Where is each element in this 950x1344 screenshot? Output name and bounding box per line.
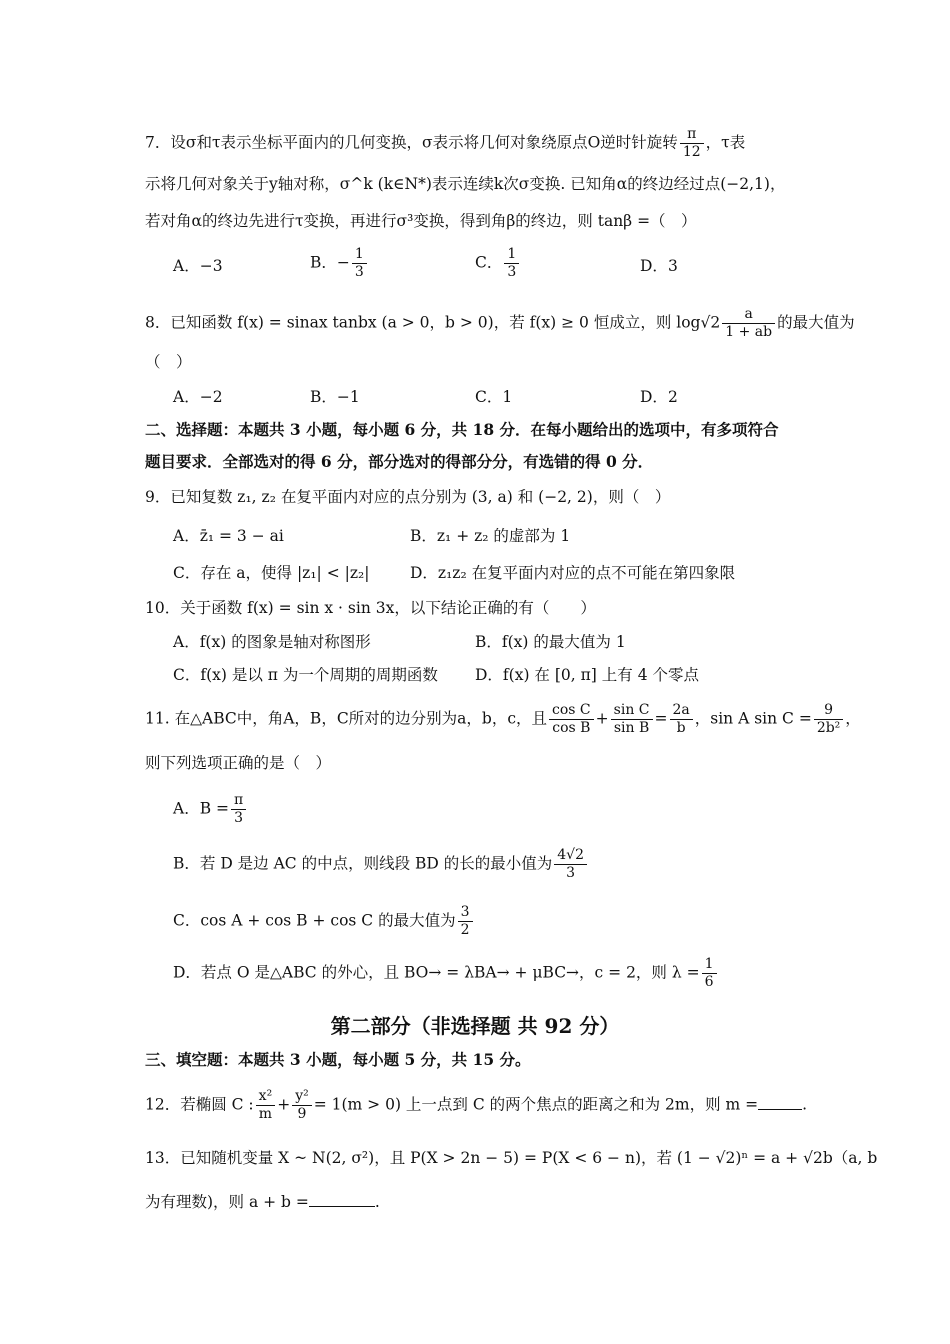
q9-option-c: C．存在 a，使得 |z₁| < |z₂| [173,564,370,582]
q8-line1 [145,306,855,341]
q9-option-b: B．z₁ + z₂ 的虚部为 1 [410,527,571,545]
q10-option-d: D．f(x) 在 [0, π] 上有 4 个零点 [475,666,699,684]
q8-line1-text: 8．已知函数 f(x) = sinax tanbx (a > 0，b > 0)，若 f(x) ≥ 0 恒成立，则 log√2 [145,313,721,332]
q11-option-d: D．若点 O 是△ABC 的外心，且 BO→ = λBA→ + μBC→，c = 2，则 λ = $\frac{1}{6}$ [173,956,719,991]
q13-line1: 13．已知随机变量 X ~ N(2, σ²)，且 P(X > 2n − 5) = P(X < 6 − n)，若 (1 − √2)ⁿ = a + √2b（a, b [145,1149,878,1167]
q8-line1-end: 的最大值为 [777,313,855,332]
q11-line2: 则下列选项正确的是（ ） [145,754,332,772]
q8-option-d: D．2 [640,388,678,406]
q7-line1 [145,126,745,161]
q11-stem: 11. 在△ABC中，角A，B，C所对的边分别为a，b，c，且 $\frac{\text{cos C}}{\text{cos B}}$ + $\frac{\text{sin C}}{\text{sin B}}$ = $\frac{2a}{b}$ ，sin A sin C = $\frac{9}{\text{2b²}}$ ， [145,702,861,736]
q7-line1-end: ，τ表 [705,133,746,152]
q9-option-d: D．z₁z₂ 在复平面内对应的点不可能在第四象限 [410,564,736,582]
q7-option-a: A．−3 [173,257,223,275]
q13-blank[interactable] [309,1206,375,1207]
q7-option-c: C． $\frac{1}{3}$ [475,246,521,281]
q8-option-a: A．−2 [173,388,223,406]
q8-fraction: $\frac{a}{1 + ab}$ [722,306,775,341]
q10-option-b: B．f(x) 的最大值为 1 [475,633,626,651]
q11-option-c: C．cos A + cos B + cos C 的最大值为 $\frac{3}{2}$ [173,904,475,939]
q9-stem: 9．已知复数 z₁, z₂ 在复平面内对应的点分别为 (3, a) 和 (−2, 2)，则（ ） [145,488,671,506]
section3-heading: 三、填空题：本题共 3 小题，每小题 5 分，共 15 分。 [145,1050,531,1069]
section2-line1: 二、选择题：本题共 3 小题，每小题 6 分，共 18 分．在每小题给出的选项中，有多项符合 [145,420,779,439]
q7-fraction [680,126,704,161]
q7-option-b: B．− $\frac{1}{3}$ [310,246,369,281]
q7-option-d: D．3 [640,257,678,275]
part2-heading: 第二部分（非选择题 共 92 分） [330,1014,620,1038]
q11-option-a: A．B = $\frac{\pi}{3}$ [173,792,248,827]
frac-num: π [680,126,704,144]
section2-line2: 题目要求．全部选对的得 6 分，部分选对的得部分分，有选错的得 0 分． [145,452,654,471]
q7-line3: 若对角α的终边先进行τ变换，再进行σ³变换，得到角β的终边，则 tanβ =（ ） [145,212,697,230]
q13-line2: 为有理数)，则 a + b = . [145,1193,380,1211]
q10-option-a: A．f(x) 的图象是轴对称图形 [173,633,371,651]
q7-line2: 示将几何对象关于y轴对称，σ^k (k∈N*)表示连续k次σ变换. 已知角α的终边经过点(−2,1)， [145,175,786,193]
q8-option-c: C．1 [475,388,513,406]
q11-option-b: B．若 D 是边 AC 的中点，则线段 BD 的长的最小值为 $\frac{4√2}{3}$ [173,847,589,882]
q12-blank[interactable] [758,1109,802,1110]
q12-line: 12．若椭圆 C : $\frac{\text{x²}}{m}$ + $\frac{\text{y²}}{9}$ = 1(m > 0) 上一点到 C 的两个焦点的距离之和为 2m，则 m = . [145,1088,808,1122]
q8-option-b: B．−1 [310,388,360,406]
q8-line2: （ ） [145,353,192,371]
q7-line1-text: 7．设σ和τ表示坐标平面内的几何变换，σ表示将几何对象绕原点O逆时针旋转 [145,133,678,152]
q10-stem: 10．关于函数 f(x) = sin x · sin 3x，以下结论正确的有（ ） [145,599,596,617]
q10-option-c: C．f(x) 是以 π 为一个周期的周期函数 [173,666,438,684]
q9-option-a: A．z̄₁ = 3 − ai [173,527,284,545]
frac-den: 12 [682,144,701,160]
